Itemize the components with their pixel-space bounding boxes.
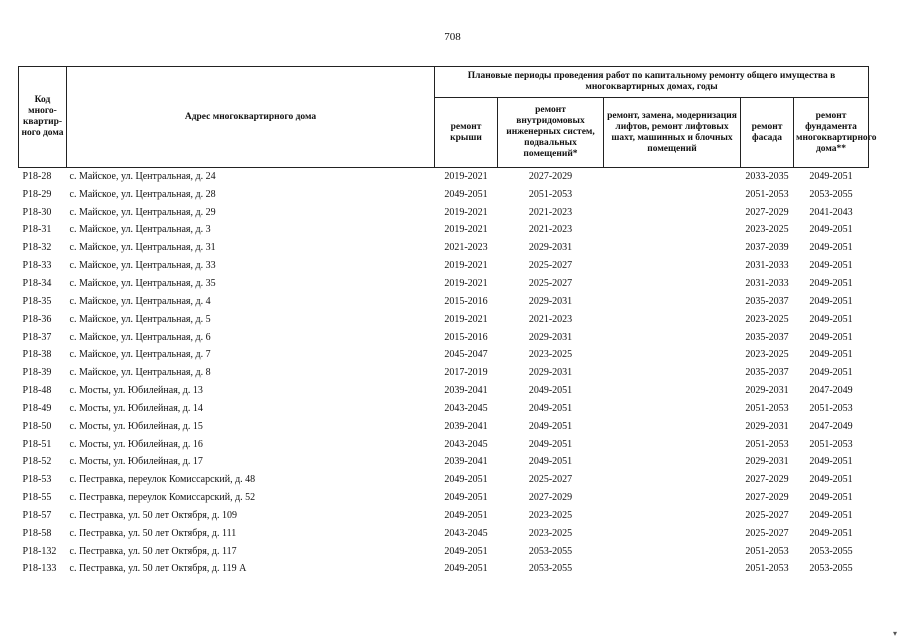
- cell-facade: 2031-2033: [745, 277, 789, 289]
- cell-address: с. Майское, ул. Центральная, д. 6: [69, 331, 211, 343]
- cell-roof: 2043-2045: [444, 527, 488, 539]
- cell-address: с. Майское, ул. Центральная, д. 24: [67, 168, 435, 186]
- cell-foundation: 2049-2051: [809, 367, 853, 379]
- cell-code: Р18-36: [22, 313, 52, 325]
- cell-elevators: [604, 222, 741, 240]
- header-foundation: ремонт фундамента многоквартирного дома**: [794, 98, 869, 168]
- cell-elevators: [604, 489, 741, 507]
- cell-code: Р18-32: [22, 242, 52, 254]
- cell-roof: 2049-2051: [444, 474, 488, 486]
- cell-facade: 2023-2025: [745, 313, 789, 325]
- table-row: [19, 204, 869, 222]
- cell-facade: 2037-2039: [745, 242, 789, 254]
- cell-facade: 2029-2031: [745, 456, 789, 468]
- cell-facade: 2051-2053: [745, 545, 789, 557]
- cell-roof: 2049-2051: [444, 188, 488, 200]
- cell-address: с. Пестравка, ул. 50 лет Октября, д. 109: [69, 509, 237, 521]
- cell-roof: 2019-2021: [444, 224, 488, 236]
- table-row: [19, 400, 869, 418]
- cell-code: Р18-52: [22, 456, 52, 468]
- cell-elevators: [604, 311, 741, 329]
- cell-foundation: 2049-2051: [809, 349, 853, 361]
- cell-foundation: 2049-2051: [809, 277, 853, 289]
- cell-foundation: 2053-2055: [809, 545, 853, 557]
- cell-systems: 2049-2051: [528, 402, 573, 414]
- cell-foundation: 2049-2051: [809, 509, 853, 521]
- cell-systems: 2049-2051: [528, 385, 573, 397]
- cell-address: с. Майское, ул. Центральная, д. 3: [69, 224, 211, 236]
- cell-facade: 2035-2037: [745, 367, 789, 379]
- cell-facade: 2023-2025: [745, 349, 789, 361]
- cell-address: с. Майское, ул. Центральная, д. 31: [69, 242, 216, 254]
- cell-elevators: [604, 561, 741, 579]
- cell-roof: 2019-2021: [444, 260, 488, 272]
- table-row: [19, 489, 869, 507]
- cell-facade: 2051-2053: [745, 438, 789, 450]
- cell-facade: 2029-2031: [745, 385, 789, 397]
- header-code: Код много-квартир-ного дома: [19, 67, 67, 168]
- cell-elevators: [604, 436, 741, 454]
- capital-repair-table: [18, 66, 877, 578]
- cell-systems: 2049-2051: [528, 420, 573, 432]
- cell-facade: 2033-2035: [741, 168, 794, 186]
- cell-facade: 2025-2027: [745, 527, 789, 539]
- page-number: 708: [444, 31, 461, 43]
- cell-foundation: 2049-2051: [794, 168, 869, 186]
- table-row: [19, 168, 869, 186]
- cell-facade: 2023-2025: [745, 224, 789, 236]
- cell-address: с. Мосты, ул. Юбилейная, д. 15: [69, 420, 203, 432]
- cell-facade: 2051-2053: [745, 188, 789, 200]
- cell-roof: 2039-2041: [444, 420, 488, 432]
- corner-arrow-icon: ▾: [892, 629, 897, 638]
- cell-foundation: 2049-2051: [809, 331, 853, 343]
- cell-code: Р18-29: [22, 188, 52, 200]
- cell-systems: 2029-2031: [528, 331, 573, 343]
- cell-elevators: [604, 418, 741, 436]
- table-row: [19, 454, 869, 472]
- cell-facade: 2031-2033: [745, 260, 789, 272]
- cell-roof: 2045-2047: [444, 349, 488, 361]
- cell-code: Р18-35: [22, 295, 52, 307]
- cell-elevators: [604, 382, 741, 400]
- cell-elevators: [604, 329, 741, 347]
- cell-foundation: 2047-2049: [809, 420, 853, 432]
- cell-roof: 2015-2016: [444, 295, 488, 307]
- cell-foundation: 2049-2051: [809, 242, 853, 254]
- table-row: [19, 329, 869, 347]
- cell-facade: 2025-2027: [745, 509, 789, 521]
- cell-address: с. Пестравка, ул. 50 лет Октября, д. 111: [69, 527, 237, 539]
- cell-roof: 2019-2021: [435, 168, 498, 186]
- cell-elevators: [604, 364, 741, 382]
- cell-facade: 2027-2029: [745, 492, 789, 504]
- table-row: [19, 364, 869, 382]
- table-row: [19, 275, 869, 293]
- cell-code: Р18-34: [22, 277, 52, 289]
- cell-foundation: 2049-2051: [809, 224, 853, 236]
- cell-foundation: 2049-2051: [809, 313, 853, 325]
- cell-address: с. Мосты, ул. Юбилейная, д. 17: [69, 456, 203, 468]
- cell-foundation: 2049-2051: [809, 295, 853, 307]
- cell-code: Р18-33: [22, 260, 52, 272]
- table-row: [19, 257, 869, 275]
- header-systems: ремонт внутридомовых инженерных систем, подвальных помещений*: [498, 98, 604, 168]
- cell-code: Р18-28: [19, 168, 67, 186]
- cell-roof: 2049-2051: [444, 492, 488, 504]
- cell-roof: 2015-2016: [444, 331, 488, 343]
- cell-facade: 2051-2053: [745, 563, 789, 575]
- cell-elevators: [604, 293, 741, 311]
- cell-facade: 2035-2037: [745, 295, 789, 307]
- cell-roof: 2049-2051: [444, 509, 488, 521]
- cell-address: с. Майское, ул. Центральная, д. 8: [69, 367, 211, 379]
- cell-foundation: 2053-2055: [809, 563, 853, 575]
- cell-systems: 2021-2023: [528, 313, 573, 325]
- cell-facade: 2027-2029: [745, 474, 789, 486]
- cell-code: Р18-30: [22, 206, 52, 218]
- cell-systems: 2023-2025: [528, 527, 573, 539]
- cell-foundation: 2051-2053: [809, 438, 853, 450]
- table-row: [19, 293, 869, 311]
- cell-elevators: [604, 168, 741, 186]
- header-elevators: ремонт, замена, модернизация лифтов, ремонт лифтовых шахт, машинных и блочных помещений: [604, 98, 741, 168]
- cell-systems: 2021-2023: [528, 224, 573, 236]
- cell-code: Р18-50: [22, 420, 52, 432]
- cell-systems: 2025-2027: [528, 260, 573, 272]
- cell-address: с. Майское, ул. Центральная, д. 33: [69, 260, 216, 272]
- cell-systems: 2029-2031: [528, 367, 573, 379]
- cell-address: с. Майское, ул. Центральная, д. 35: [69, 277, 216, 289]
- cell-roof: 2039-2041: [444, 385, 488, 397]
- cell-elevators: [604, 543, 741, 561]
- cell-roof: 2043-2045: [444, 402, 488, 414]
- table-row: [19, 507, 869, 525]
- cell-address: с. Пестравка, переулок Комиссарский, д. 48: [69, 474, 256, 486]
- cell-address: с. Мосты, ул. Юбилейная, д. 13: [69, 385, 203, 397]
- table-row: [19, 382, 869, 400]
- cell-systems: 2027-2029: [528, 492, 573, 504]
- cell-elevators: [604, 507, 741, 525]
- cell-address: с. Мосты, ул. Юбилейная, д. 16: [69, 438, 203, 450]
- cell-code: Р18-58: [22, 527, 52, 539]
- cell-address: с. Пестравка, ул. 50 лет Октября, д. 117: [69, 545, 237, 557]
- cell-systems: 2025-2027: [528, 277, 573, 289]
- table-row: [19, 543, 869, 561]
- cell-foundation: 2049-2051: [809, 527, 853, 539]
- cell-foundation: 2049-2051: [809, 492, 853, 504]
- cell-roof: 2049-2051: [444, 545, 488, 557]
- cell-code: Р18-39: [22, 367, 52, 379]
- cell-roof: 2019-2021: [444, 277, 488, 289]
- cell-systems: 2023-2025: [528, 349, 573, 361]
- cell-elevators: [604, 471, 741, 489]
- cell-address: с. Майское, ул. Центральная, д. 29: [69, 206, 216, 218]
- header-address: Адрес многоквартирного дома: [67, 67, 435, 168]
- cell-address: с. Майское, ул. Центральная, д. 4: [69, 295, 211, 307]
- cell-elevators: [604, 454, 741, 472]
- cell-foundation: 2049-2051: [809, 474, 853, 486]
- cell-systems: 2027-2029: [498, 168, 604, 186]
- cell-roof: 2049-2051: [444, 563, 488, 575]
- cell-code: Р18-49: [22, 402, 52, 414]
- cell-facade: 2027-2029: [745, 206, 789, 218]
- cell-foundation: 2041-2043: [809, 206, 853, 218]
- table-row: [19, 346, 869, 364]
- cell-facade: 2035-2037: [745, 331, 789, 343]
- header-roof: ремонт крыши: [435, 98, 498, 168]
- cell-code: Р18-55: [22, 492, 52, 504]
- cell-systems: 2021-2023: [528, 206, 573, 218]
- table-row: [19, 471, 869, 489]
- cell-elevators: [604, 204, 741, 222]
- cell-systems: 2029-2031: [528, 242, 573, 254]
- cell-code: Р18-133: [22, 563, 57, 575]
- cell-roof: 2039-2041: [444, 456, 488, 468]
- cell-address: с. Майское, ул. Центральная, д. 5: [69, 313, 211, 325]
- cell-code: Р18-57: [22, 509, 52, 521]
- cell-code: Р18-51: [22, 438, 52, 450]
- table-header: [19, 67, 877, 168]
- table-row: [19, 222, 869, 240]
- cell-systems: 2053-2055: [528, 545, 573, 557]
- table-row: [19, 525, 869, 543]
- cell-systems: 2025-2027: [528, 474, 573, 486]
- cell-elevators: [604, 239, 741, 257]
- cell-code: Р18-38: [22, 349, 52, 361]
- cell-elevators: [604, 400, 741, 418]
- cell-systems: 2051-2053: [528, 188, 573, 200]
- cell-elevators: [604, 346, 741, 364]
- cell-foundation: 2049-2051: [809, 456, 853, 468]
- cell-code: Р18-37: [22, 331, 52, 343]
- cell-roof: 2043-2045: [444, 438, 488, 450]
- cell-address: с. Мосты, ул. Юбилейная, д. 14: [69, 402, 203, 414]
- header-facade: ремонт фасада: [741, 98, 794, 168]
- cell-foundation: 2049-2051: [809, 260, 853, 272]
- table-row: [19, 239, 869, 257]
- cell-foundation: 2047-2049: [809, 385, 853, 397]
- cell-facade: 2029-2031: [745, 420, 789, 432]
- cell-systems: 2049-2051: [528, 438, 573, 450]
- cell-code: Р18-31: [22, 224, 52, 236]
- cell-facade: 2051-2053: [745, 402, 789, 414]
- cell-elevators: [604, 257, 741, 275]
- table-row: [19, 436, 869, 454]
- cell-address: с. Майское, ул. Центральная, д. 7: [69, 349, 211, 361]
- table-body: [19, 168, 869, 579]
- cell-address: с. Пестравка, переулок Комиссарский, д. 52: [69, 492, 256, 504]
- cell-foundation: 2051-2053: [809, 402, 853, 414]
- table-row: [19, 311, 869, 329]
- cell-foundation: 2053-2055: [809, 188, 853, 200]
- cell-roof: 2017-2019: [444, 367, 488, 379]
- cell-systems: 2053-2055: [528, 563, 573, 575]
- cell-code: Р18-48: [22, 385, 52, 397]
- cell-roof: 2019-2021: [444, 206, 488, 218]
- table-row: [19, 561, 869, 579]
- cell-systems: 2029-2031: [528, 295, 573, 307]
- cell-roof: 2019-2021: [444, 313, 488, 325]
- cell-code: Р18-132: [22, 545, 57, 557]
- cell-roof: 2021-2023: [444, 242, 488, 254]
- cell-address: с. Пестравка, ул. 50 лет Октября, д. 119 А: [69, 563, 247, 575]
- cell-elevators: [604, 186, 741, 204]
- cell-elevators: [604, 275, 741, 293]
- table-row: [19, 418, 869, 436]
- cell-code: Р18-53: [22, 474, 52, 486]
- header-periods-group: Плановые периоды проведения работ по капитальному ремонту общего имущества в многоквартирных домах, годы: [435, 67, 869, 98]
- cell-systems: 2049-2051: [528, 456, 573, 468]
- cell-systems: 2023-2025: [528, 509, 573, 521]
- table-row: [19, 186, 869, 204]
- cell-address: с. Майское, ул. Центральная, д. 28: [69, 188, 216, 200]
- cell-elevators: [604, 525, 741, 543]
